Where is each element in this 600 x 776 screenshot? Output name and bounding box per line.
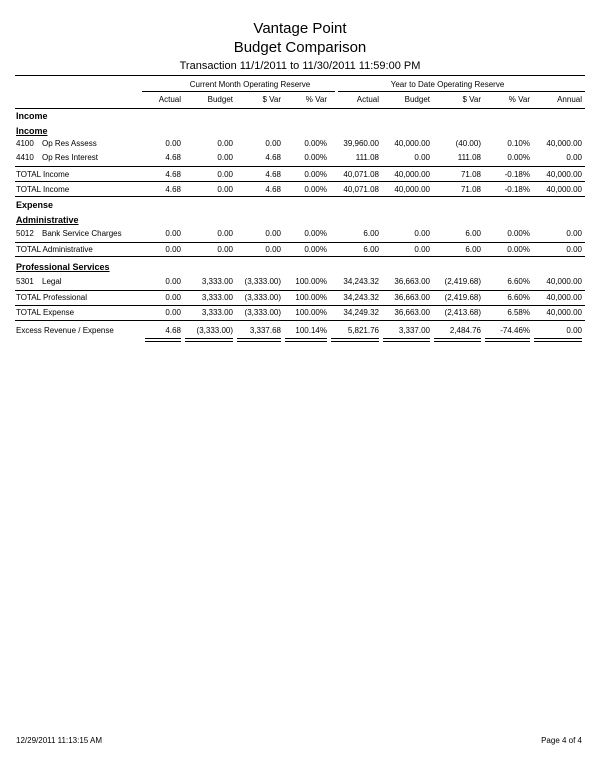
account-code: 5012 [16, 229, 34, 238]
amount-cell: 71.08 [460, 185, 481, 194]
column-header: Annual [557, 95, 582, 104]
amount-cell: 40,000.00 [546, 139, 582, 148]
amount-cell: 0.10% [507, 139, 530, 148]
account-name: TOTAL Professional [16, 293, 87, 302]
double-rule [237, 338, 281, 342]
amount-cell: (3,333.00) [196, 326, 233, 335]
account-row [0, 139, 600, 151]
amount-cell: 111.08 [355, 153, 379, 162]
amount-cell: 40,000.00 [394, 170, 430, 179]
amount-cell: 40,000.00 [546, 293, 582, 302]
amount-cell: 36,663.00 [394, 308, 430, 317]
account-row [0, 229, 600, 241]
amount-cell: 40,000.00 [394, 139, 430, 148]
amount-cell: (3,333.00) [244, 277, 281, 286]
amount-cell: 3,333.00 [201, 308, 233, 317]
amount-cell: 0.00% [507, 153, 530, 162]
amount-cell: 0.00 [217, 185, 233, 194]
amount-cell: 34,243.32 [343, 293, 379, 302]
amount-cell: 0.00 [265, 245, 281, 254]
amount-cell: 40,000.00 [546, 170, 582, 179]
amount-cell: 4.68 [165, 170, 181, 179]
section-rule [15, 320, 585, 321]
amount-cell: 100.00% [295, 293, 327, 302]
account-name: Legal [42, 277, 62, 286]
column-header: Budget [404, 95, 430, 104]
amount-cell: 0.00 [265, 139, 281, 148]
amount-cell: 0.00% [507, 245, 530, 254]
amount-cell: 40,000.00 [546, 308, 582, 317]
amount-cell: 0.00 [165, 293, 181, 302]
amount-cell: 6.00 [465, 229, 481, 238]
group-current-rule [142, 91, 335, 92]
amount-cell: 6.58% [507, 308, 530, 317]
total-row [0, 308, 600, 320]
group-ytd-rule [338, 91, 585, 92]
amount-cell: 0.00 [217, 245, 233, 254]
amount-cell: 40,000.00 [546, 277, 582, 286]
double-rule [434, 338, 481, 342]
account-name: Op Res Assess [42, 139, 97, 148]
section-rule [15, 290, 585, 291]
amount-cell: 40,071.08 [343, 185, 379, 194]
amount-cell: 0.00 [165, 229, 181, 238]
amount-cell: 111.08 [457, 153, 481, 162]
amount-cell: 36,663.00 [394, 293, 430, 302]
amount-cell: 0.00 [165, 277, 181, 286]
amount-cell: 39,960.00 [343, 139, 379, 148]
amount-cell: 2,484.76 [449, 326, 481, 335]
amount-cell: -0.18% [504, 170, 530, 179]
amount-cell: 4.68 [265, 153, 281, 162]
amount-cell: 36,663.00 [394, 277, 430, 286]
double-rule [285, 338, 327, 342]
amount-cell: 0.00% [304, 245, 327, 254]
amount-cell: 0.00 [165, 245, 181, 254]
amount-cell: (3,333.00) [244, 308, 281, 317]
amount-cell: 0.00 [217, 229, 233, 238]
total-row [0, 293, 600, 305]
amount-cell: 40,000.00 [394, 185, 430, 194]
report-date-range: Transaction 11/1/2011 to 11/30/2011 11:59:00 PM [179, 60, 421, 72]
amount-cell: 6.00 [363, 229, 379, 238]
amount-cell: 71.08 [460, 170, 481, 179]
footer-timestamp: 12/29/2011 11:13:15 AM [16, 736, 102, 745]
amount-cell: 0.00 [217, 170, 233, 179]
account-name: TOTAL Income [16, 185, 70, 194]
section-rule [15, 305, 585, 306]
header-top-rule [15, 75, 585, 76]
amount-cell: 4.68 [265, 185, 281, 194]
double-rule [485, 338, 530, 342]
excess-row [0, 326, 600, 338]
amount-cell: 6.00 [363, 245, 379, 254]
amount-cell: -74.46% [500, 326, 530, 335]
column-header: $ Var [462, 95, 481, 104]
amount-cell: 0.00% [304, 139, 327, 148]
amount-cell: 0.00% [304, 153, 327, 162]
double-rule [383, 338, 430, 342]
account-name: Excess Revenue / Expense [16, 326, 114, 335]
amount-cell: 0.00 [414, 153, 430, 162]
amount-cell: 40,071.08 [343, 170, 379, 179]
amount-cell: 0.00 [217, 153, 233, 162]
account-code: 5301 [16, 277, 34, 286]
group-year-to-date: Year to Date Operating Reserve [390, 80, 505, 89]
account-row [0, 153, 600, 165]
amount-cell: 100.00% [295, 277, 327, 286]
amount-cell: 0.00 [566, 326, 582, 335]
double-rule [534, 338, 582, 342]
column-header: Actual [158, 95, 181, 104]
amount-cell: 6.00 [465, 245, 481, 254]
account-name: TOTAL Expense [16, 308, 75, 317]
section-rule [15, 242, 585, 243]
section-rule [15, 196, 585, 197]
amount-cell: (2,419.68) [444, 293, 481, 302]
amount-cell: 4.68 [165, 326, 181, 335]
amount-cell: 100.14% [295, 326, 327, 335]
amount-cell: 0.00 [265, 229, 281, 238]
amount-cell: 4.68 [165, 153, 181, 162]
amount-cell: 0.00% [304, 170, 327, 179]
subsection-professional: Professional Services [16, 262, 110, 272]
column-header: Actual [356, 95, 379, 104]
amount-cell: 0.00 [414, 229, 430, 238]
subsection-income: Income [16, 126, 48, 136]
section-rule [15, 256, 585, 257]
column-header: $ Var [262, 95, 281, 104]
section-rule [15, 181, 585, 182]
subsection-administrative: Administrative [16, 215, 79, 225]
amount-cell: 0.00 [217, 139, 233, 148]
amount-cell: 3,333.00 [201, 293, 233, 302]
section-expense: Expense [16, 200, 54, 210]
footer-page-number: Page 4 of 4 [541, 736, 582, 745]
amount-cell: 5,821.76 [347, 326, 379, 335]
account-name: Op Res Interest [42, 153, 99, 162]
account-name: Bank Service Charges [42, 229, 122, 238]
amount-cell: 6.60% [507, 277, 530, 286]
amount-cell: 0.00 [566, 245, 582, 254]
amount-cell: 0.00 [165, 139, 181, 148]
section-rule [15, 166, 585, 167]
amount-cell: 0.00% [304, 229, 327, 238]
double-rule [331, 338, 379, 342]
amount-cell: 3,333.00 [201, 277, 233, 286]
double-rule [145, 338, 181, 342]
amount-cell: (3,333.00) [244, 293, 281, 302]
amount-cell: 0.00 [414, 245, 430, 254]
amount-cell: 4.68 [265, 170, 281, 179]
amount-cell: 100.00% [295, 308, 327, 317]
amount-cell: 0.00% [304, 185, 327, 194]
header-bottom-rule [15, 108, 585, 109]
group-current-month: Current Month Operating Reserve [189, 80, 311, 89]
account-code: 4100 [16, 139, 34, 148]
account-name: TOTAL Administrative [16, 245, 93, 254]
amount-cell: (2,419.68) [444, 277, 481, 286]
amount-cell: 34,249.32 [343, 308, 379, 317]
column-header: Budget [207, 95, 233, 104]
double-rule [185, 338, 233, 342]
amount-cell: 3,337.00 [398, 326, 430, 335]
account-code: 4410 [16, 153, 34, 162]
amount-cell: 0.00 [566, 153, 582, 162]
amount-cell: -0.18% [504, 185, 530, 194]
column-header: % Var [305, 95, 327, 104]
amount-cell: 0.00% [507, 229, 530, 238]
amount-cell: (40.00) [455, 139, 481, 148]
column-header: % Var [508, 95, 530, 104]
report-title: Vantage Point [253, 20, 347, 37]
amount-cell: 34,243.32 [343, 277, 379, 286]
amount-cell: 0.00 [566, 229, 582, 238]
amount-cell: 0.00 [165, 308, 181, 317]
amount-cell: 3,337.68 [249, 326, 281, 335]
section-income: Income [16, 111, 48, 121]
amount-cell: 6.60% [507, 293, 530, 302]
amount-cell: 40,000.00 [546, 185, 582, 194]
amount-cell: 4.68 [165, 185, 181, 194]
amount-cell: (2,413.68) [444, 308, 481, 317]
column-headers [0, 95, 600, 107]
account-name: TOTAL Income [16, 170, 70, 179]
report-subtitle: Budget Comparison [233, 39, 367, 56]
account-row [0, 277, 600, 289]
